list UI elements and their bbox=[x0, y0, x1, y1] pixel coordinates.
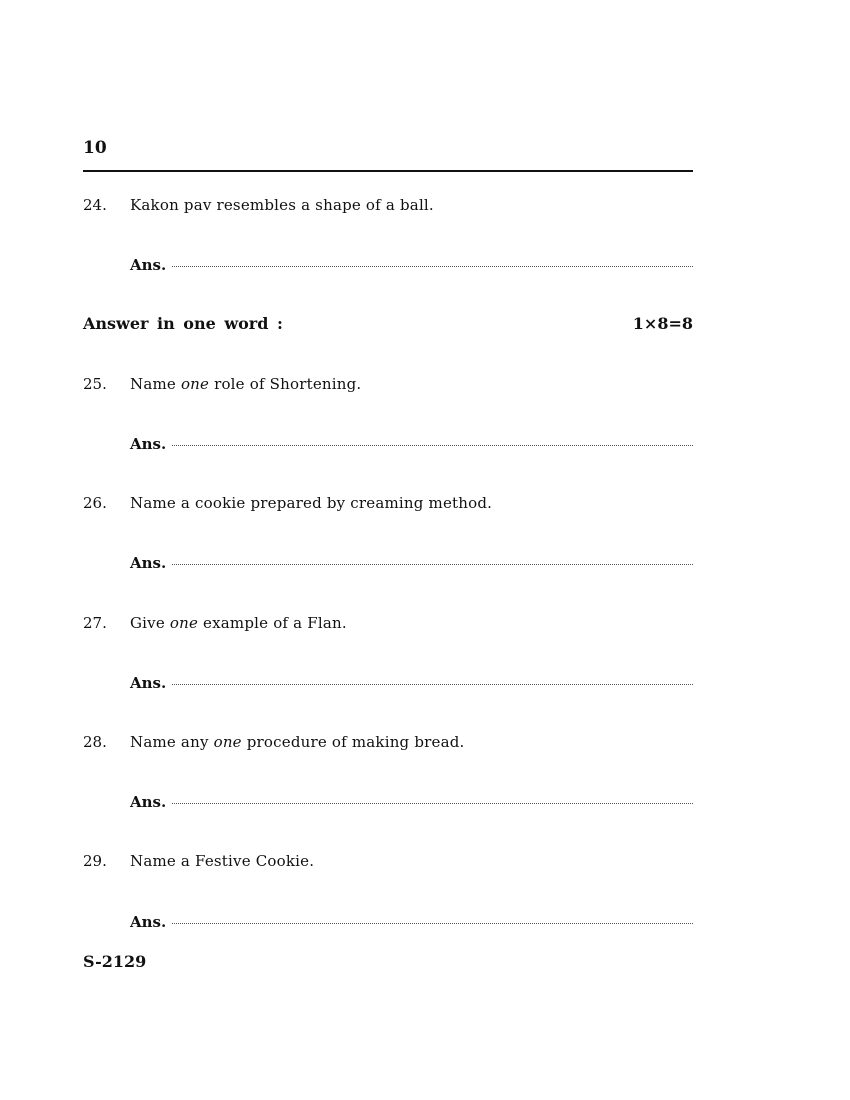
answer-label: Ans. bbox=[130, 913, 167, 931]
answer-dotted-line bbox=[172, 803, 693, 804]
answer-line-28 bbox=[130, 793, 693, 811]
answer-label: Ans. bbox=[130, 793, 167, 811]
answer-dotted-line bbox=[172, 684, 693, 685]
question-number-25: 25. bbox=[83, 375, 107, 393]
section-title: Answer in one word : bbox=[83, 314, 283, 333]
question-number-27: 27. bbox=[83, 614, 107, 632]
answer-dotted-line bbox=[172, 923, 693, 924]
answer-label: Ans. bbox=[130, 554, 167, 572]
answer-line-26 bbox=[130, 554, 693, 572]
question-number-26: 26. bbox=[83, 494, 107, 512]
answer-label: Ans. bbox=[130, 674, 167, 692]
question-number-24: 24. bbox=[83, 196, 107, 214]
answer-line-24 bbox=[130, 256, 693, 274]
paper-code: S-2129 bbox=[83, 952, 147, 971]
question-number-28: 28. bbox=[83, 733, 107, 751]
answer-line-25 bbox=[130, 435, 693, 453]
question-text-29: Name a Festive Cookie. bbox=[130, 852, 315, 870]
question-text-26: Name a cookie prepared by creaming method. bbox=[130, 494, 493, 512]
answer-label: Ans. bbox=[130, 256, 167, 274]
question-text-24: Kakon pav resembles a shape of a ball. bbox=[130, 196, 434, 214]
answer-dotted-line bbox=[172, 266, 693, 267]
page-number: 10 bbox=[83, 138, 107, 158]
question-text-28: Name any one procedure of making bread. bbox=[130, 733, 465, 751]
answer-dotted-line bbox=[172, 564, 693, 565]
section-marks: 1×8=8 bbox=[632, 314, 693, 333]
question-text-27: Give one example of a Flan. bbox=[130, 614, 347, 632]
question-text-25: Name one role of Shortening. bbox=[130, 375, 362, 393]
header-rule bbox=[83, 170, 693, 172]
question-number-29: 29. bbox=[83, 852, 107, 870]
answer-dotted-line bbox=[172, 445, 693, 446]
answer-label: Ans. bbox=[130, 435, 167, 453]
answer-line-29 bbox=[130, 913, 693, 931]
answer-line-27 bbox=[130, 674, 693, 692]
